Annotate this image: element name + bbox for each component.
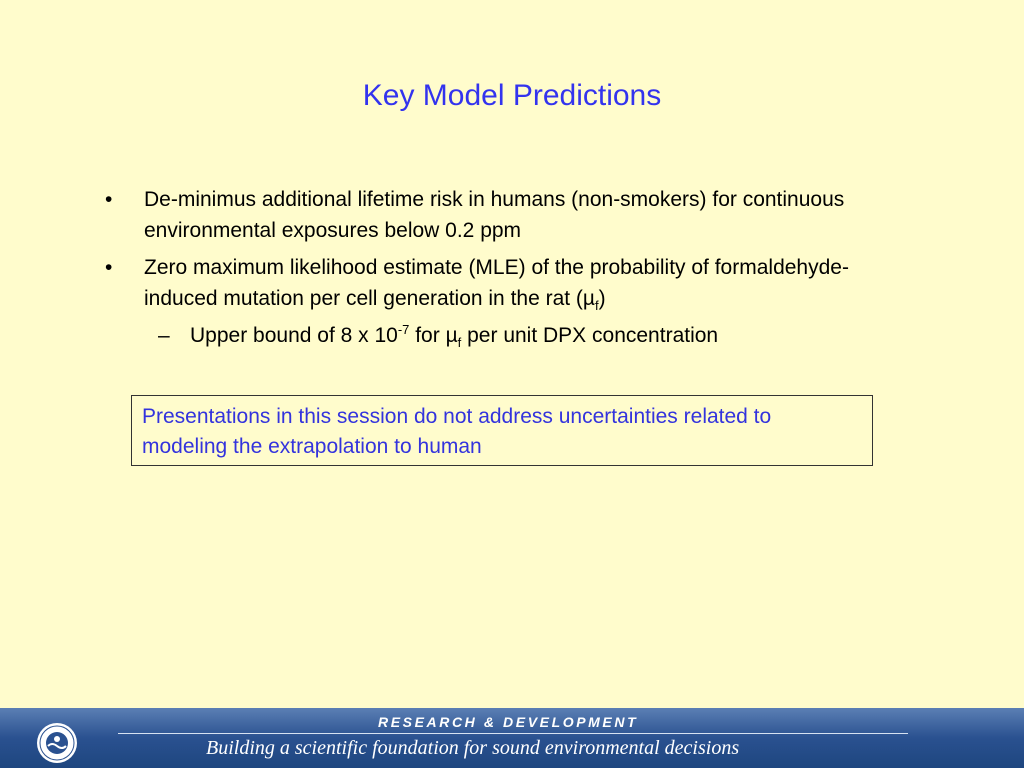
slide-title: Key Model Predictions — [362, 79, 662, 112]
mu-subscript: f — [595, 298, 599, 314]
bullet-text: De-minimus additional lifetime risk in humans (non-smokers) for continuous environmental exposures below 0.2 ppm — [144, 188, 845, 242]
footer-banner — [0, 708, 1024, 768]
bullet-item — [100, 252, 900, 314]
bullet-marker: • — [105, 188, 113, 211]
sub-bullet-item — [100, 320, 900, 351]
bullet-list — [100, 184, 900, 351]
bullet-text-end: ) — [598, 287, 606, 310]
sub-bullet-text — [190, 322, 719, 351]
bullet-text-main: Zero maximum likelihood estimate (MLE) of the probability of formaldehyde-induced mutation per cell generation in the rat (µ — [144, 256, 849, 310]
bullet-item — [100, 184, 900, 246]
sub-bullet-marker: – — [158, 324, 170, 347]
sub-bullet-text-b: for µ — [409, 324, 458, 347]
note-box: Presentations in this session do not address uncertainties related to modeling the extrapolation to human — [131, 395, 873, 466]
footer-divider — [118, 733, 908, 734]
sub-bullet-text-a: Upper bound of 8 x 10 — [190, 324, 398, 347]
bullet-text — [144, 256, 849, 314]
exponent-superscript: -7 — [397, 322, 410, 337]
footer-heading: RESEARCH & DEVELOPMENT — [378, 714, 639, 730]
footer-tagline: Building a scientific foundation for sound environmental decisions — [206, 737, 740, 759]
sub-bullet-text-c: per unit DPX concentration — [461, 324, 719, 347]
bullet-marker: • — [105, 256, 113, 279]
mu-subscript: f — [457, 335, 462, 351]
epa-seal-icon — [36, 722, 78, 764]
